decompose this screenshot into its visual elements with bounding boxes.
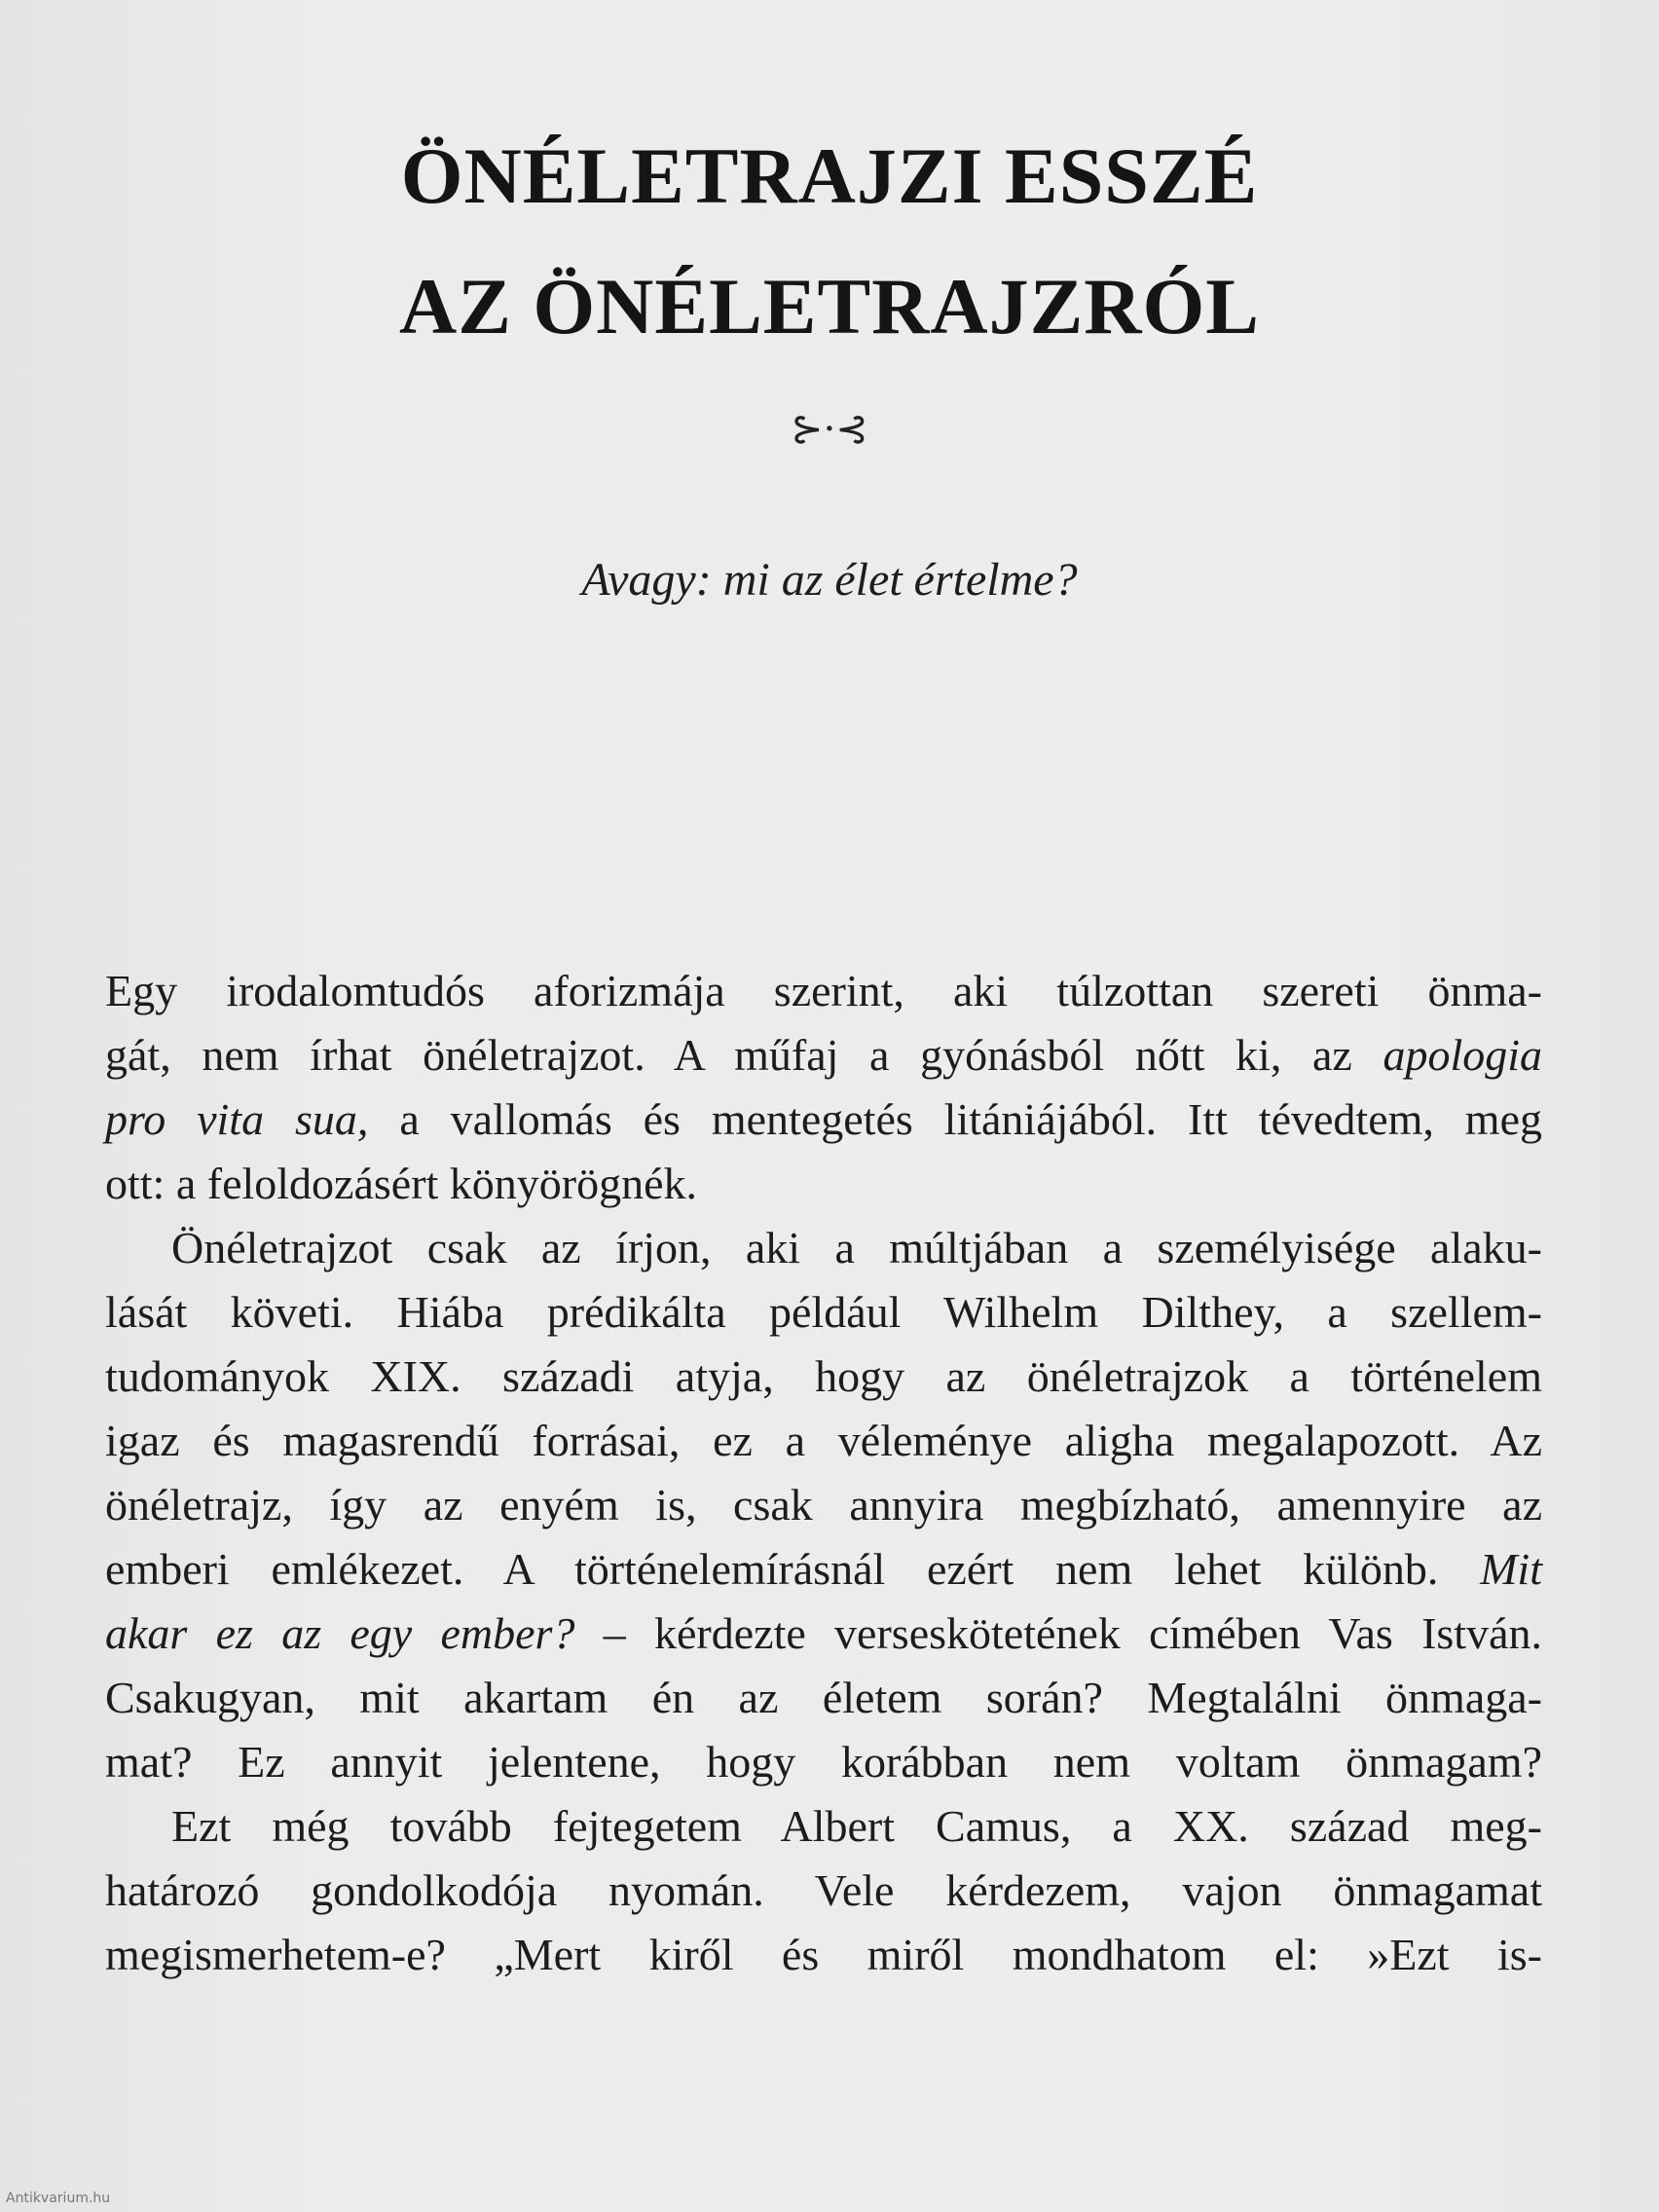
text-line: tudományok XIX. századi atyja, hogy az önéletrajzok a történelem (105, 1351, 1542, 1401)
text-line: akar ez az egy ember? – kérdezte verseskötetének címében Vas István. (105, 1608, 1543, 1658)
text-line: önéletrajz, így az enyém is, csak annyira megbízható, amennyire az (105, 1480, 1542, 1530)
watermark: Antikvarium.hu (6, 2191, 111, 2206)
text-line: Ezt még tovább fejtegetem Albert Camus, a XX. század meg- (171, 1801, 1542, 1851)
text-line: pro vita sua, a vallomás és mentegetés litániájából. Itt tévedtem, meg (105, 1094, 1543, 1144)
chapter-title-line-1: ÖNÉLETRAJZI ESSZÉ (400, 131, 1259, 220)
text-line: igaz és magasrendű forrásai, ez a véleménye aligha megalapozott. Az (105, 1416, 1542, 1465)
text-line: Csakugyan, mit akartam én az életem során? Megtalálni önmaga- (105, 1673, 1542, 1722)
text-line: Egy irodalomtudós aforizmája szerint, aki túlzottan szereti önma- (105, 966, 1542, 1015)
text-line: emberi emlékezet. A történelemírásnál ezért nem lehet különb. Mit (105, 1544, 1542, 1594)
text-line: Önéletrajzot csak az írjon, aki a múltjában a személyisége alaku- (171, 1223, 1542, 1272)
text-line: határozó gondolkodója nyomán. Vele kérdezem, vajon önmagamat (105, 1865, 1542, 1915)
text-line: megismerhetem-e? „Mert kiről és miről mondhatom el: »Ezt is- (105, 1930, 1542, 1979)
text-line: gát, nem írhat önéletrajzot. A műfaj a gyónásból nőtt ki, az apologia (105, 1030, 1542, 1080)
text-line: ott: a feloldozásért könyörögnék. (105, 1159, 698, 1208)
chapter-subtitle: Avagy: mi az élet értelme? (581, 554, 1078, 606)
text-line: mat? Ez annyit jelentene, hogy korábban nem voltam önmagam? (105, 1737, 1542, 1787)
text-line: lását követi. Hiába prédikálta például Wilhelm Dilthey, a szellem- (105, 1287, 1542, 1337)
body-text (105, 959, 1542, 1987)
ornament-divider: ⊱·⊰ (791, 407, 868, 452)
chapter-title-line-2: AZ ÖNÉLETRAJZRÓL (398, 262, 1260, 350)
